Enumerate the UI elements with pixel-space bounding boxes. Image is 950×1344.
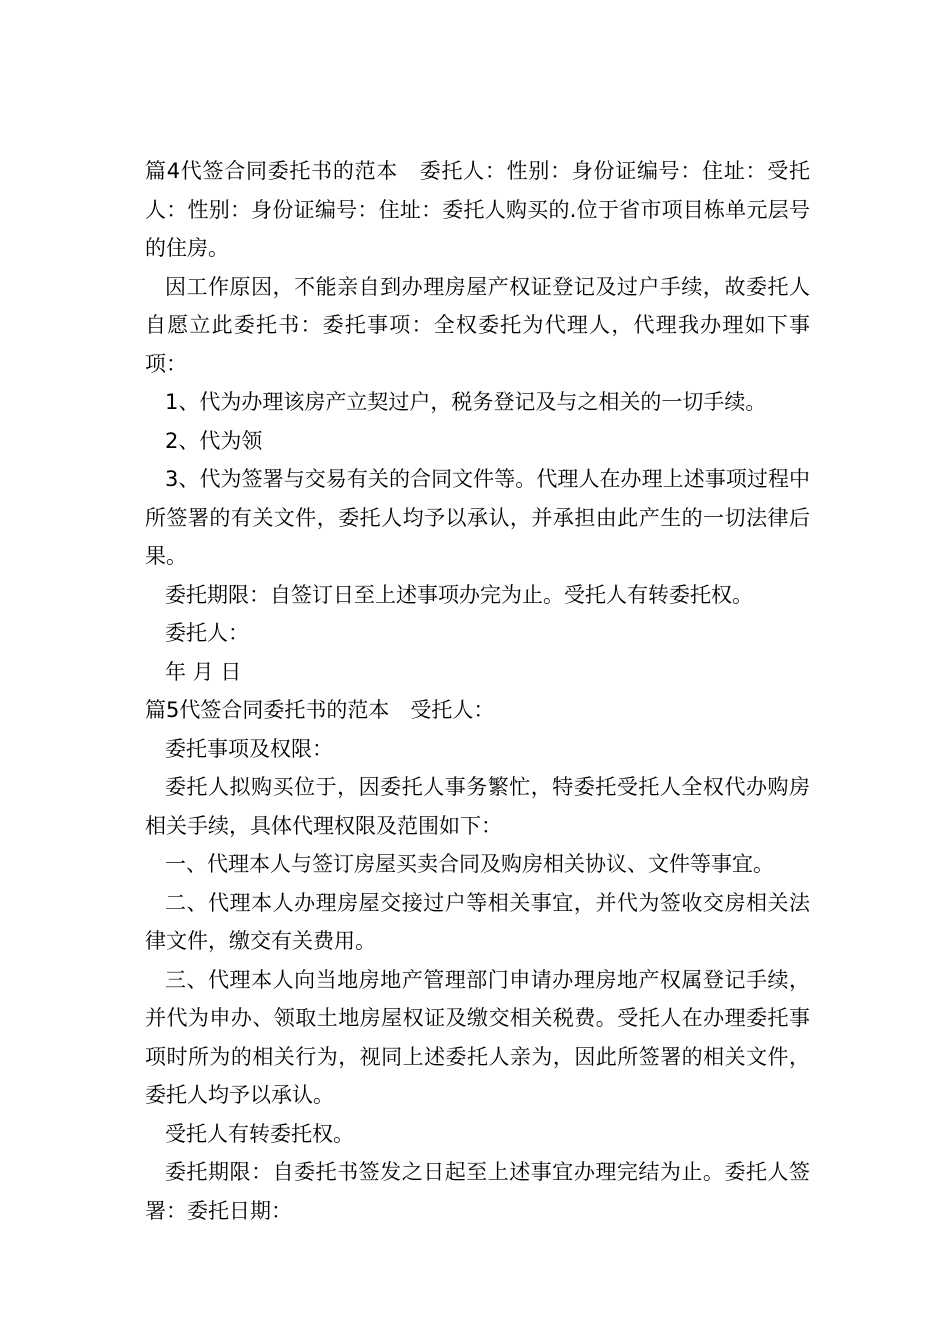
paragraph-term: 委托期限：自签订日至上述事项办完为止。受托人有转委托权。 [165, 582, 753, 607]
paragraph-term-signature: 委托期限：自委托书签发之日起至上述事宜办理完结为止。委托人签署：委托日期： [145, 1160, 810, 1223]
paragraph-reason: 因工作原因，不能亲自到办理房屋产权证登记及过户手续，故委托人自愿立此委托书：委托事项：全权委托为代理人，代理我办理如下事项： [145, 274, 810, 376]
paragraph-scope-intro: 委托人拟购买位于，因委托人事务繁忙，特委托受托人全权代办购房相关手续，具体代理权限及范围如下： [145, 775, 810, 838]
paragraph-subdelegation: 受托人有转委托权。 [165, 1121, 354, 1146]
paragraph-scope-3: 三、代理本人向当地房地产管理部门申请办理房地产权属登记手续，并代为申办、领取土地房屋权证及缴交相关税费。受托人在办理委托事项时所为的相关行为，视同上述委托人亲为，因此所签署的相关文件，委托人均予以承认。 [145, 967, 810, 1107]
paragraph-item-1: 1、代为办理该房产立契过户，税务登记及与之相关的一切手续。 [165, 390, 767, 414]
paragraph-item-3: 3、代为签署与交易有关的合同文件等。代理人在办理上述事项过程中所签署的有关文件，委托人均予以承认，并承担由此产生的一切法律后果。 [145, 467, 810, 568]
paragraph-section4-header: 篇4代签合同委托书的范本 委托人：性别：身份证编号：住址：受托人：性别：身份证编号：住址：委托人购买的.位于省市项目栋单元层号的住房。 [145, 159, 810, 260]
paragraph-scope-title: 委托事项及权限： [165, 736, 333, 761]
paragraph-scope-1: 一、代理本人与签订房屋买卖合同及购房相关协议、文件等事宜。 [165, 852, 774, 876]
paragraph-section5-header: 篇5代签合同委托书的范本 受托人： [145, 698, 495, 722]
paragraph-signer: 委托人： [165, 621, 249, 645]
document-body [145, 152, 810, 1230]
paragraph-date: 年 月 日 [165, 659, 242, 684]
paragraph-scope-2: 二、代理本人办理房屋交接过户等相关事宜，并代为签收交房相关法律文件，缴交有关费用。 [145, 890, 810, 953]
paragraph-item-2: 2、代为领 [165, 428, 263, 453]
